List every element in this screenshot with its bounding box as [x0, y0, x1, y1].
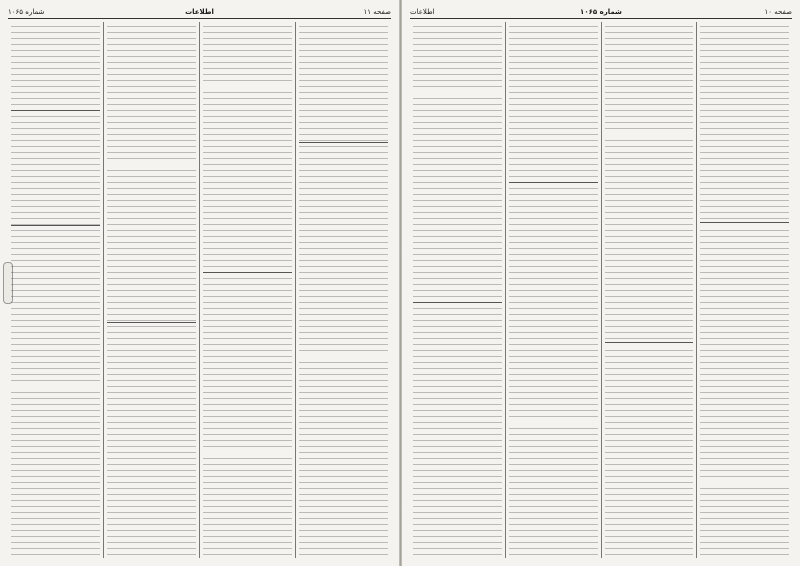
paragraph-gap — [296, 352, 391, 358]
right-page-number: صفحه ۱۰ — [764, 8, 792, 16]
left-page-issue-number: شماره ۱۰۶۵ — [8, 8, 45, 16]
column-divider — [11, 225, 100, 228]
text-column — [103, 22, 199, 558]
text-column — [295, 22, 391, 558]
column-divider — [203, 272, 292, 275]
right-page-header — [410, 6, 792, 19]
column-divider — [509, 182, 598, 185]
paragraph-gap — [200, 452, 295, 458]
paragraph-gap — [602, 132, 697, 138]
paragraph-gap — [200, 82, 295, 88]
left-page-title: اطلاعات — [185, 8, 214, 16]
left-page — [0, 0, 399, 566]
text-column — [199, 22, 295, 558]
column-divider — [299, 142, 388, 145]
paragraph-gap — [697, 482, 792, 488]
paragraph-gap — [410, 92, 505, 98]
column-divider — [605, 342, 694, 345]
right-page — [402, 0, 800, 566]
column-divider — [107, 322, 196, 325]
paragraph-gap — [506, 422, 601, 428]
paragraph-gap — [8, 382, 103, 388]
text-column — [505, 22, 601, 558]
left-page-number: صفحه ۱۱ — [363, 8, 391, 16]
text-column — [8, 22, 103, 558]
text-column — [410, 22, 505, 558]
right-page-issue-number: شماره ۱۰۶۵ — [580, 8, 622, 16]
left-page-columns — [8, 22, 391, 558]
text-column — [601, 22, 697, 558]
right-page-columns — [410, 22, 792, 558]
right-page-title: اطلاعات — [410, 8, 435, 16]
left-page-header — [8, 6, 391, 19]
column-divider — [413, 302, 502, 305]
column-divider — [700, 222, 789, 225]
text-column — [696, 22, 792, 558]
column-divider — [11, 110, 100, 113]
paragraph-gap — [104, 162, 199, 168]
